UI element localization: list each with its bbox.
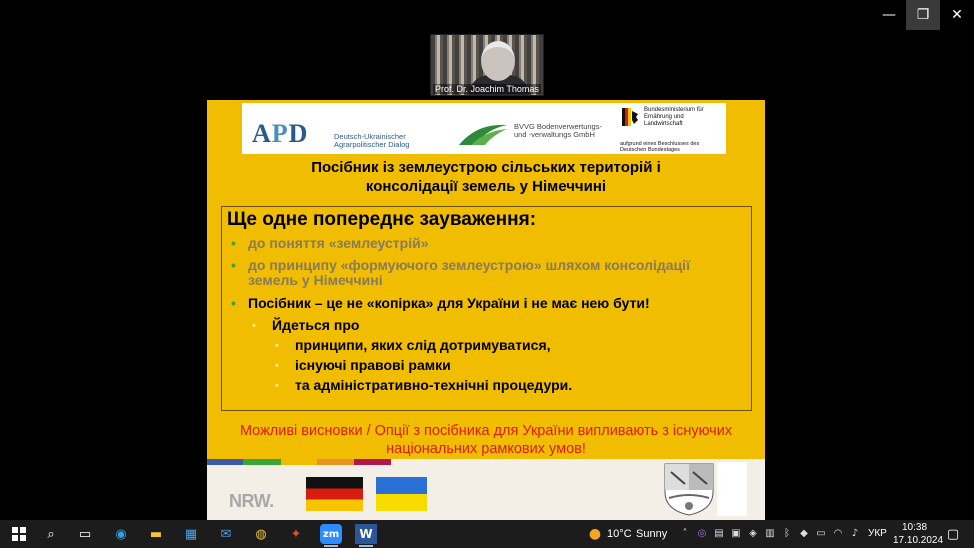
window-controls xyxy=(872,0,974,30)
tray-app-icon[interactable]: ◈ xyxy=(749,527,757,539)
apd-logo-text: Deutsch-Ukrainischer Agrarpolitischer Dialog xyxy=(334,132,410,149)
tray-app-icon[interactable]: ▥ xyxy=(765,527,775,539)
participant-name: Prof. Dr. Joachim Thomas xyxy=(435,84,539,94)
logos-bar xyxy=(242,103,726,154)
content-heading: Ще одне попереднє зауваження: xyxy=(227,209,537,230)
clock-date[interactable]: 17.10.2024 xyxy=(893,535,944,546)
footer-stripe xyxy=(317,459,354,465)
windows-start-icon[interactable] xyxy=(8,524,30,544)
sub-sub-bullet-item: • існуючі правові рамки xyxy=(275,357,451,373)
tray-app-icon[interactable]: ◆ xyxy=(800,527,808,539)
app-icon[interactable]: ✦ xyxy=(290,526,302,542)
minimize-button[interactable]: — xyxy=(882,7,896,23)
tray-app-icon[interactable]: ▤ xyxy=(714,527,724,539)
bullet-item: • до принципу «формуючого землеустрою» шляхом консолідації xyxy=(231,257,691,273)
bullet-item-continuation: земель у Німеччині xyxy=(248,272,383,288)
bullet-item: • до поняття «землеустрій» xyxy=(231,235,429,251)
sub-bullet-item: • Йдеться про xyxy=(252,317,360,333)
edge-browser-icon[interactable]: ◉ xyxy=(115,526,127,542)
mail-icon[interactable]: ✉ xyxy=(220,526,232,542)
restore-button[interactable]: ❐ xyxy=(906,0,940,30)
participant-video-tile[interactable] xyxy=(430,34,544,96)
bullet-dot-icon: • xyxy=(275,340,279,352)
federal-eagle-icon xyxy=(622,108,638,126)
file-explorer-icon[interactable]: ▬ xyxy=(149,526,163,542)
bullet-dot-icon: • xyxy=(275,380,279,392)
footer-stripe xyxy=(243,459,281,465)
notifications-icon[interactable]: ▢ xyxy=(946,526,960,542)
bvvg-logo-icon xyxy=(457,121,509,147)
apd-logo: APD xyxy=(252,119,309,148)
bullet-item: • Посібник – це не «копірка» для України і не має нею бути! xyxy=(231,295,650,311)
store-icon[interactable]: ▦ xyxy=(184,526,198,542)
sub-sub-bullet-item: • принципи, яких слід дотримуватися, xyxy=(275,337,551,353)
conclusion-text xyxy=(207,422,765,458)
footer-stripe xyxy=(207,459,243,465)
taskbar xyxy=(0,520,974,548)
germany-flag xyxy=(306,477,363,511)
crest-background-panel xyxy=(717,462,747,516)
slide-title-line-2: консолідації земель у Німеччині xyxy=(365,178,607,195)
bmel-logo-text: Bundesministerium für Ernährung und Landwirtschaft xyxy=(644,107,704,127)
sub-sub-bullet-item: • та адміністративно-технічні процедури. xyxy=(275,377,573,393)
slide-title-line-1: Посібник із землеустрою сільських територій і xyxy=(311,159,661,176)
footer-stripe xyxy=(281,459,317,465)
conclusion-line-1: Можливі висновки / Опції з посібника для України випливають з існуючих xyxy=(239,423,733,439)
sun-weather-icon[interactable]: ● xyxy=(588,526,602,542)
content-box xyxy=(221,206,752,411)
tray-app-icon[interactable]: ▣ xyxy=(731,527,741,539)
screen-share-area xyxy=(152,100,821,520)
zoom-app-icon[interactable]: zm xyxy=(320,524,342,544)
slide-title xyxy=(207,158,765,196)
bluetooth-icon[interactable]: ᛒ xyxy=(784,527,790,539)
weather-temperature[interactable]: 10°C xyxy=(607,528,632,540)
tray-chevron-up-icon[interactable]: ˄ xyxy=(682,527,688,539)
footer-stripe xyxy=(354,459,391,465)
ukraine-flag xyxy=(376,477,427,511)
clock-time[interactable]: 10:38 xyxy=(902,522,928,533)
chrome-icon[interactable]: ◍ xyxy=(255,526,267,542)
bullet-dot-icon: • xyxy=(252,320,256,332)
close-button[interactable]: ✕ xyxy=(951,7,963,23)
search-icon[interactable]: ⌕ xyxy=(47,526,55,542)
bullet-dot-icon: • xyxy=(231,257,236,273)
language-indicator[interactable]: УКР xyxy=(868,528,887,539)
slide-footer xyxy=(207,459,765,520)
word-app-icon[interactable]: W xyxy=(355,524,377,544)
battery-icon[interactable]: ▭ xyxy=(816,527,826,539)
viber-icon[interactable]: ◎ xyxy=(697,527,707,539)
presentation-slide xyxy=(207,100,765,520)
volume-icon[interactable]: ♪ xyxy=(851,527,859,539)
participant-head xyxy=(481,41,515,81)
nrw-coat-of-arms-icon xyxy=(663,462,715,516)
conclusion-line-2: національних рамкових умов! xyxy=(386,441,586,457)
bullet-dot-icon: • xyxy=(231,235,236,251)
network-icon[interactable]: ◠ xyxy=(833,527,843,539)
weather-description[interactable]: Sunny xyxy=(636,528,668,540)
nrw-logo: NRW. xyxy=(229,491,274,511)
task-view-icon[interactable]: ▭ xyxy=(78,526,92,542)
bmel-footer-text: aufgrund eines Beschlusses des Deutschen Bundestages xyxy=(620,141,700,153)
bullet-dot-icon: • xyxy=(231,295,236,311)
bvvg-logo-text: BVVG Bodenverwertungs- und -verwaltungs GmbH xyxy=(514,122,602,139)
bullet-dot-icon: • xyxy=(275,360,279,372)
